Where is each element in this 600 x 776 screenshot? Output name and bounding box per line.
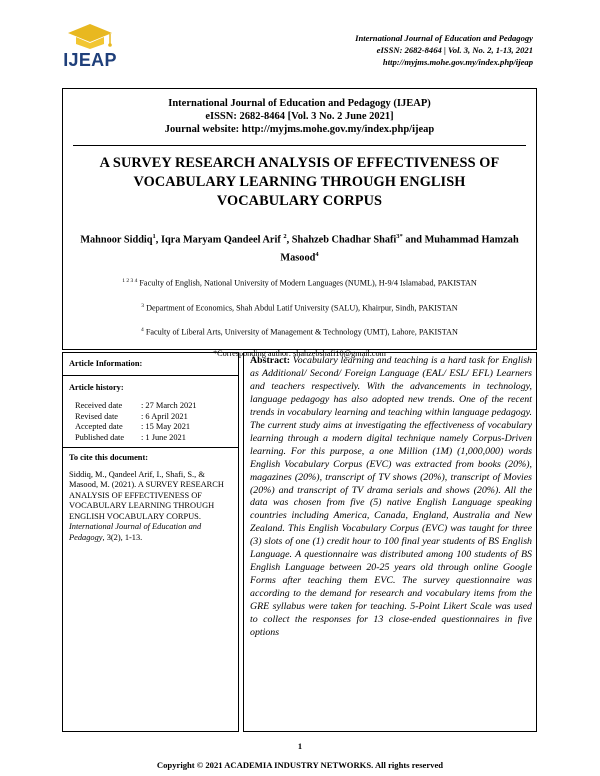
author-sup: 4 — [315, 251, 319, 259]
page-number: 1 — [297, 741, 303, 751]
cite-heading: To cite this document: — [69, 453, 149, 462]
divider — [63, 375, 238, 376]
article-information-panel — [62, 352, 239, 732]
journal-info-issn: eISSN: 2682-8464 [Vol. 3 No. 2 June 2021] — [205, 111, 394, 122]
abstract-text: Vocabulary learning and teaching is a hard task for English as Additional/ Second/ Foreign Language (EAL/ ESL/ EFL) Learners and teachers respectively. With the advancements in technology, language pedagogy has also adopted new trends. One of the recent trends in vocabulary learning and teaching within language pedagogy. The current study aims at investigating the effectiveness of vocabulary learning through a modern digital technique namely Corpus-Driven learning. For this purpose, a one Million (1M) (1,000,000) words English Vocabulary Corpus (EVC) was extracted from books (20%), magazines (20%), transcript of TV shows (20%), transcript of Movies (20%) and transcript of TV drama serials and shows (20%). All the data was chosen from five (5) native English Language speaking countries including America, Canada, England, Australia and New Zealand. This English Vocabulary Corpus (EVC) was taught for three (3) slots of one (1) credit hour to 100 final year students of BS English Language. A questionnaire was distributed among 100 students of BS English Language between 20-25 years old through online Google Forms after teaching them EVC. The survey questionnaire was according to the demand for research and vocabulary items from the GRE syllabus were taken for teaching. 5-Point Likert Scale was used to collect the responses for 13 close-ended questionnaires in five options — [250, 355, 532, 639]
article-info-heading: Article Information: — [69, 359, 143, 368]
corresponding-author: *Corresponding author: shahzebshafi10@gmail.com — [213, 349, 386, 359]
author-sup: 3* — [396, 233, 403, 240]
affiliation: $^{1 2 3 4}$ Faculty of English, National University of Modern Languages (NUML), H-9/4 Islamabad, PAKISTAN — [122, 277, 477, 288]
journal-logo — [62, 22, 118, 72]
history-row: Accepted date : 15 May 2021 — [75, 422, 191, 431]
citation: Siddiq, M., Qandeel Arif, I., Shafi, S., & Masood, M. (2021). A SURVEY RESEARCH ANALYSIS OF EFFECTIVENESS OF VOCABULARY LEARNING THROUGH ENGLISH VOCABULARY CORPUS. International Journal of Education and Pedagogy, 3(2), 1-13. — [69, 469, 224, 542]
journal-info-name: International Journal of Education and Pedagogy (IJEAP) — [168, 98, 431, 109]
abstract-panel — [243, 352, 537, 732]
header-journal-name: International Journal of Education and Pedagogy — [355, 33, 533, 43]
author-sup: 1 — [152, 233, 156, 240]
author-list: Mahnoor Siddiq$^1$, Iqra Maryam Qandeel Arif $^2$, Shahzeb Chadhar Shafi$^{3*}$ and Muhammad Hamzah Masood$^4$ — [80, 233, 519, 264]
author-name: Mahnoor Siddiq — [80, 234, 153, 246]
running-header — [355, 32, 533, 68]
copyright-notice: Copyright © 2021 ACADEMIA INDUSTRY NETWORKS. All rights reserved — [156, 760, 444, 770]
author-name: Muhammad Hamzah Masood — [280, 234, 519, 264]
journal-info-website[interactable]: Journal website: http://myjms.mohe.gov.my/index.php/ijeap — [164, 124, 435, 135]
graduation-cap-icon — [62, 22, 118, 52]
journal-info-block — [73, 89, 526, 146]
logo-text: IJEAP — [63, 50, 117, 70]
history-row: Published date : 1 June 2021 — [75, 432, 186, 442]
abstract-label: Abstract: — [250, 355, 291, 366]
affiliation: $^4$ Faculty of Liberal Arts, University of Management & Technology (UMT), Lahore, PAKISTAN — [141, 327, 458, 338]
history-row: Revised date : 6 April 2021 — [75, 411, 188, 421]
header-issn: eISSN: 2682-8464 | Vol. 3, No. 2, 1-13, 2021 — [376, 45, 533, 55]
paper-title: A SURVEY RESEARCH ANALYSIS OF EFFECTIVENESS OF VOCABULARY LEARNING THROUGH ENGLISH VOCABULARY CORPUS — [99, 155, 500, 209]
article-history-heading: Article history: — [69, 382, 124, 392]
header-url[interactable]: http://myjms.mohe.gov.my/index.php/ijeap — [382, 57, 533, 67]
history-row: Received date : 27 March 2021 — [75, 401, 197, 410]
author-name: Iqra Maryam Qandeel Arif — [160, 234, 284, 246]
divider — [63, 447, 238, 448]
author-sup: 2 — [283, 233, 287, 240]
article-history-table — [75, 401, 197, 443]
title-frame — [62, 88, 537, 359]
author-name: Shahzeb Chadhar Shafi — [291, 234, 397, 246]
affiliation: $^3$ Department of Economics, Shah Abdul Latif University (SALU), Khairpur, Sindh, PAKISTAN — [141, 302, 458, 313]
